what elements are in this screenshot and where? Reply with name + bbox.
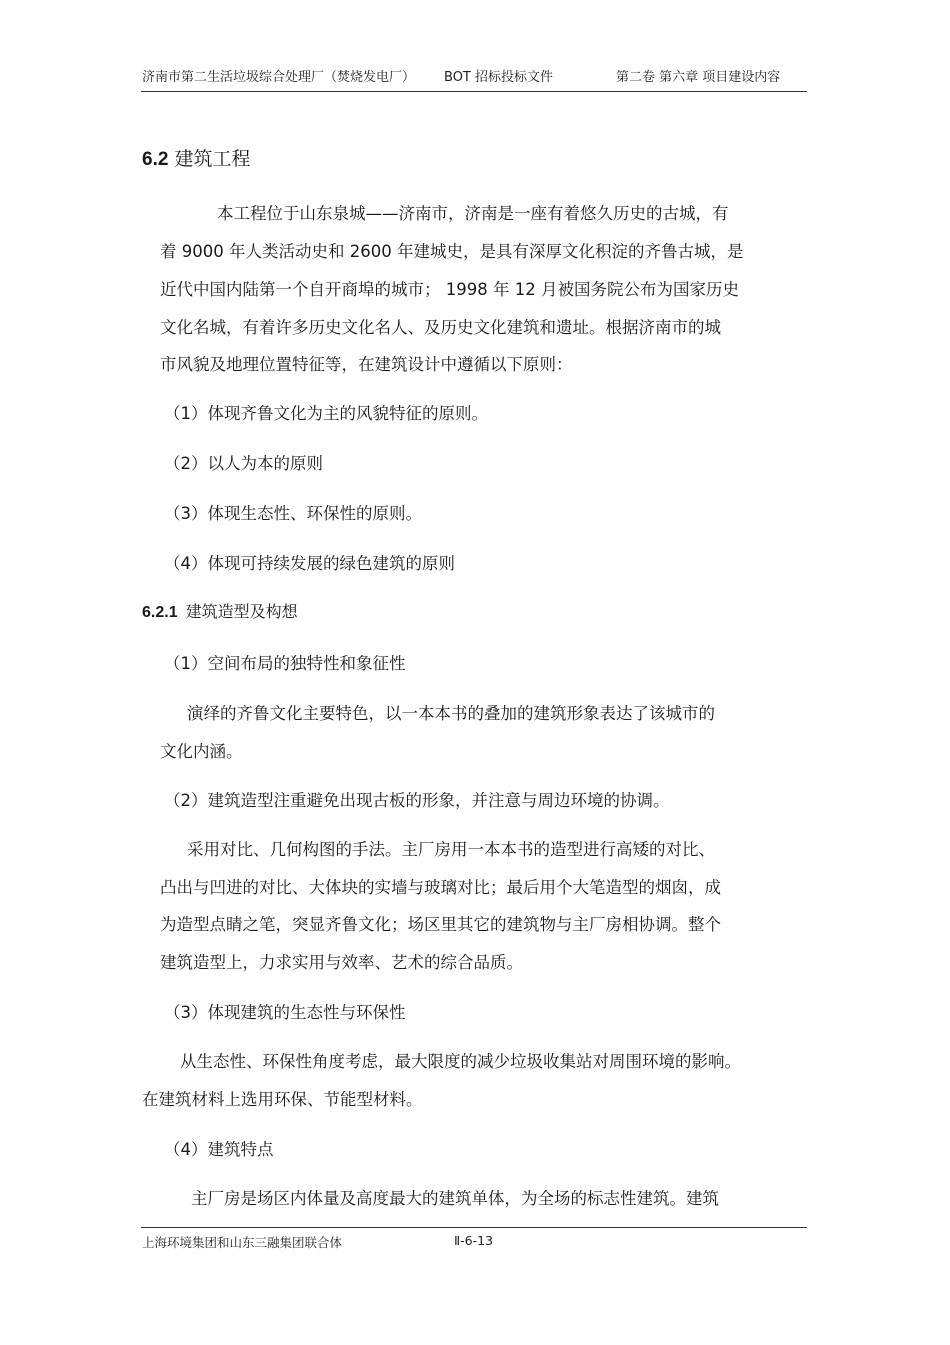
footer-rule xyxy=(141,1227,807,1228)
item-body-line: 演绎的齐鲁文化主要特色，以一本本书的叠加的建筑形象表达了该城市的 xyxy=(187,704,715,723)
item-heading: （1）空间布局的独特性和象征性 xyxy=(164,654,406,673)
principle-item: （3）体现生态性、环保性的原则。 xyxy=(164,504,422,523)
item-body-line: 凸出与凹进的对比、大体块的实墙与玻璃对比；最后用个大笔造型的烟囱，成 xyxy=(160,878,721,897)
header-rule xyxy=(141,91,807,92)
subsection-title xyxy=(142,599,298,622)
item-body-line: 主厂房是场区内体量及高度最大的建筑单体，为全场的标志性建筑。建筑 xyxy=(191,1189,719,1208)
intro-line: 市风貌及地理位置特征等，在建筑设计中遵循以下原则： xyxy=(160,355,573,374)
principle-item: （1）体现齐鲁文化为主的风貌特征的原则。 xyxy=(164,404,488,423)
header-project: 济南市第二生活垃圾综合处理厂（焚烧发电厂） xyxy=(142,70,416,85)
intro-line: 文化名城，有着许多历史文化名人、及历史文化建筑和遗址。根据济南市的城 xyxy=(160,318,721,337)
subsection-title-text: 建筑造型及构想 xyxy=(185,602,298,621)
header-chapter: 第二卷 第六章 项目建设内容 xyxy=(616,70,781,85)
item-heading: （3）体现建筑的生态性与环保性 xyxy=(164,1003,406,1022)
intro-line: 着 9000 年人类活动史和 2600 年建城史，是具有深厚文化积淀的齐鲁古城，是 xyxy=(160,242,744,261)
intro-line: 本工程位于山东泉城——济南市，济南是一座有着悠久历史的古城，有 xyxy=(217,204,729,223)
subsection-number: 6.2.1 xyxy=(142,604,178,621)
footer-company: 上海环境集团和山东三融集团联合体 xyxy=(142,1235,343,1250)
section-number: 6.2 xyxy=(142,149,169,170)
intro-line: 近代中国内陆第一个自开商埠的城市； 1998 年 12 月被国务院公布为国家历史 xyxy=(160,280,739,299)
item-body-line: 采用对比、几何构图的手法。主厂房用一本本书的造型进行高矮的对比、 xyxy=(187,840,715,859)
item-body-line: 在建筑材料上选用环保、节能型材料。 xyxy=(142,1090,423,1109)
header-doc-type: BOT 招标投标文件 xyxy=(444,70,553,85)
item-body-line: 从生态性、环保性角度考虑，最大限度的减少垃圾收集站对周围环境的影响。 xyxy=(180,1052,741,1071)
item-body-line: 文化内涵。 xyxy=(160,742,243,761)
footer-page-number: Ⅱ-6-13 xyxy=(454,1233,494,1248)
item-heading: （2）建筑造型注重避免出现古板的形象，并注意与周边环境的协调。 xyxy=(164,791,670,810)
section-title xyxy=(142,144,250,171)
item-body-line: 为造型点睛之笔，突显齐鲁文化；场区里其它的建筑物与主厂房相协调。整个 xyxy=(160,915,721,934)
section-title-text: 建筑工程 xyxy=(174,148,251,170)
principle-item: （4）体现可持续发展的绿色建筑的原则 xyxy=(164,554,455,573)
item-heading: （4）建筑特点 xyxy=(164,1140,274,1159)
principle-item: （2）以人为本的原则 xyxy=(164,454,323,473)
item-body-line: 建筑造型上，力求实用与效率、艺术的综合品质。 xyxy=(160,953,523,972)
